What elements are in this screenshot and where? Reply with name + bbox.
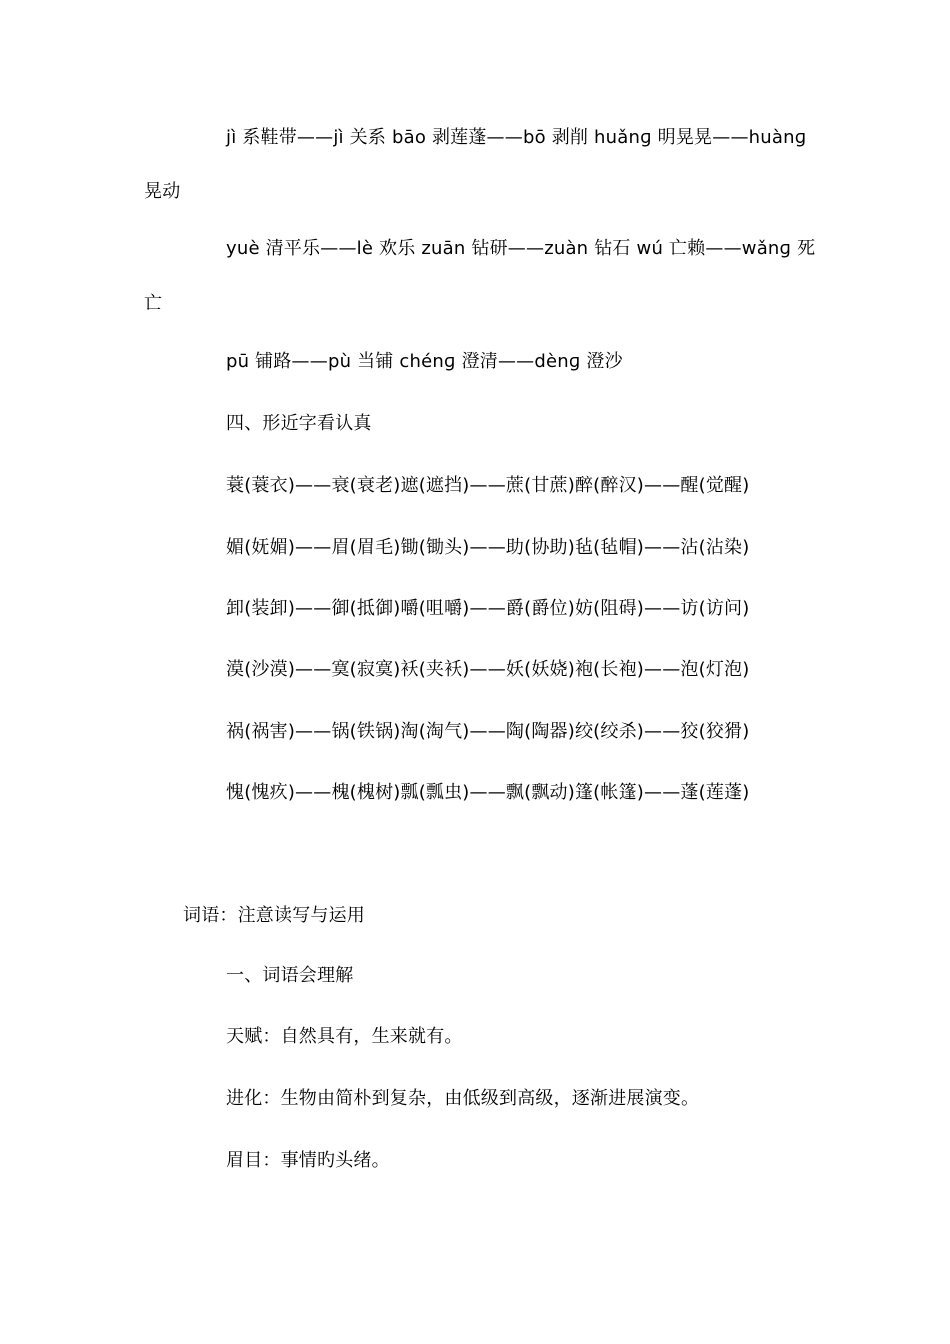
pinyin-line-1: jì 系鞋带——jì 关系 bāo 剥莲蓬——bō 剥削 huǎnɡ 明晃晃——huànɡ <box>226 127 807 148</box>
similar-chars-line: 愧(愧疚)——槐(槐树)瓢(瓢虫)——飘(飘动)篷(帐篷)——蓬(莲蓬) <box>226 782 750 803</box>
similar-chars-line: 漠(沙漠)——寞(寂寞)袄(夹袄)——妖(妖娆)袍(长袍)——泡(灯泡) <box>226 659 750 680</box>
pinyin-line-2: yuè 清平乐——lè 欢乐 zuān 钻研——zuàn 钻石 wú 亡赖——wǎnɡ 死 <box>226 238 816 259</box>
pinyin-line-2-continuation: 亡 <box>144 293 163 314</box>
similar-chars-line: 媚(妩媚)——眉(眉毛)锄(锄头)——助(协助)毡(毡帽)——沾(沾染) <box>226 537 750 558</box>
similar-chars-line: 祸(祸害)——锅(铁锅)淘(淘气)——陶(陶器)绞(绞杀)——狡(狡猾) <box>226 721 750 742</box>
section-title: 词语：注意读写与运用 <box>183 905 365 926</box>
definition-line: 眉目：事情旳头绪。 <box>226 1150 390 1171</box>
definition-line: 天赋：自然具有，生来就有。 <box>226 1026 463 1047</box>
definition-line: 进化：生物由简朴到复杂，由低级到高级，逐渐进展演变。 <box>226 1088 700 1109</box>
similar-chars-line: 卸(装卸)——御(抵御)嚼(咀嚼)——爵(爵位)妨(阻碍)——访(访问) <box>226 598 750 619</box>
section-heading: 四、形近字看认真 <box>226 413 372 434</box>
section-heading: 一、词语会理解 <box>226 965 354 986</box>
pinyin-line-3: pū 铺路——pù 当铺 chénɡ 澄清——dènɡ 澄沙 <box>226 351 623 372</box>
similar-chars-line: 蓑(蓑衣)——衰(衰老)遮(遮挡)——蔗(甘蔗)醉(醉汉)——醒(觉醒) <box>226 475 750 496</box>
pinyin-line-1-continuation: 晃动 <box>144 181 181 202</box>
